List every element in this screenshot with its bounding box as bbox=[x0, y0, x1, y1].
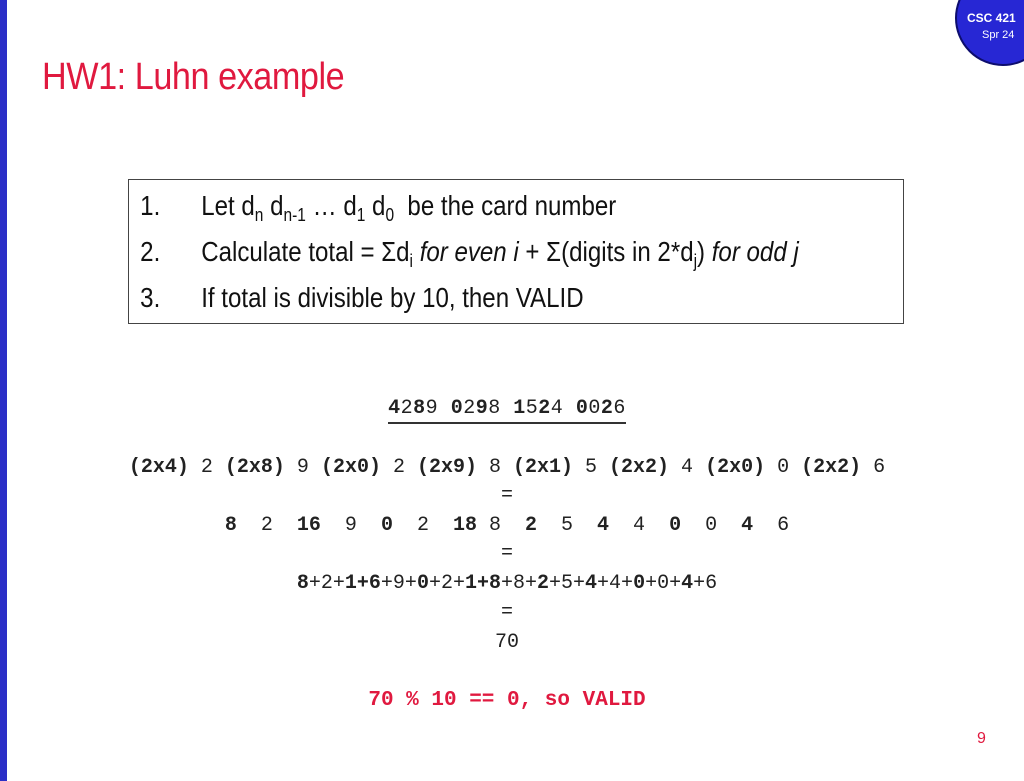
card-digit: 8 bbox=[488, 397, 514, 420]
doubling-term: (2x2) bbox=[609, 456, 670, 479]
doubling-term: 2 bbox=[380, 456, 417, 479]
doubling-term: (2x4) bbox=[128, 456, 189, 479]
product-term: 2 bbox=[392, 514, 453, 537]
step-text: Calculate total = $\Sigma d_i$ for even i + Σ(digits in $2*d_j$) for odd j bbox=[201, 236, 799, 271]
total-value: 70 bbox=[494, 631, 519, 654]
validity-conclusion: 70 % 10 == 0, so VALID bbox=[368, 689, 646, 712]
doubling-term: (2x2) bbox=[801, 456, 862, 479]
product-term: 18 bbox=[452, 514, 477, 537]
product-term: 2 bbox=[236, 514, 297, 537]
course-code: CSC 421 bbox=[967, 11, 1016, 25]
card-digit: 9 bbox=[425, 397, 451, 420]
digit-sum-row bbox=[0, 572, 1014, 595]
sum-term: 1+8 bbox=[464, 572, 501, 595]
doubling-term: (2x9) bbox=[416, 456, 477, 479]
sum-term: +4+ bbox=[597, 572, 634, 595]
course-term: Spr 24 bbox=[982, 29, 1015, 41]
doubling-term: 4 bbox=[669, 456, 706, 479]
card-digit: 0 bbox=[588, 397, 601, 420]
page-number: 9 bbox=[977, 730, 986, 747]
products-row bbox=[0, 514, 1014, 537]
card-digit: 0 bbox=[575, 397, 589, 420]
card-digit: 0 bbox=[450, 397, 464, 420]
card-digit: 2 bbox=[463, 397, 476, 420]
sum-term: 4 bbox=[681, 572, 694, 595]
sum-term: +9+ bbox=[380, 572, 417, 595]
doubling-row bbox=[0, 456, 1014, 479]
doubling-term: (2x1) bbox=[513, 456, 574, 479]
card-digit: 4 bbox=[550, 397, 576, 420]
card-digit: 6 bbox=[613, 397, 626, 420]
sum-term: +5+ bbox=[549, 572, 586, 595]
product-term: 4 bbox=[597, 514, 610, 537]
product-term: 6 bbox=[753, 514, 790, 537]
sum-term: +2+ bbox=[428, 572, 465, 595]
product-term: 0 bbox=[380, 514, 393, 537]
doubling-term: (2x0) bbox=[705, 456, 766, 479]
product-term: 16 bbox=[296, 514, 321, 537]
step-text: Let $d_n$ $d_{n-1}$ … $d_1$ $d_0$ be the card number bbox=[201, 190, 617, 225]
doubling-term: 6 bbox=[861, 456, 886, 479]
product-term: 4 bbox=[741, 514, 754, 537]
card-digit: 4 bbox=[388, 397, 401, 420]
doubling-term: 9 bbox=[284, 456, 321, 479]
card-number bbox=[0, 397, 1014, 420]
equals-sign-1: = bbox=[500, 484, 513, 507]
card-digit: 2 bbox=[538, 397, 551, 420]
sum-term: +2+ bbox=[308, 572, 345, 595]
step-number: 1. bbox=[140, 190, 161, 221]
card-number-digits bbox=[388, 397, 626, 424]
sum-term: 2 bbox=[537, 572, 550, 595]
product-term: 0 bbox=[669, 514, 682, 537]
doubling-term: (2x0) bbox=[320, 456, 381, 479]
equals-sign-2: = bbox=[500, 542, 513, 565]
doubling-term: 8 bbox=[476, 456, 513, 479]
product-term: 9 bbox=[320, 514, 381, 537]
doubling-term: 5 bbox=[573, 456, 610, 479]
step-number: 3. bbox=[140, 282, 161, 313]
course-badge bbox=[955, 0, 1024, 66]
card-digit: 9 bbox=[475, 397, 489, 420]
sum-term: 0 bbox=[416, 572, 429, 595]
product-term: 8 bbox=[224, 514, 237, 537]
sum-term: 1+6 bbox=[344, 572, 381, 595]
equals-sign-3: = bbox=[500, 601, 513, 624]
card-digit: 8 bbox=[413, 397, 426, 420]
doubling-term: 2 bbox=[188, 456, 225, 479]
product-term: 5 bbox=[537, 514, 598, 537]
card-digit: 2 bbox=[400, 397, 414, 420]
doubling-term: 0 bbox=[765, 456, 802, 479]
sum-term: 4 bbox=[585, 572, 598, 595]
product-term: 2 bbox=[525, 514, 538, 537]
sum-term: +8+ bbox=[500, 572, 537, 595]
product-term: 4 bbox=[609, 514, 670, 537]
card-digit: 1 bbox=[513, 397, 526, 420]
card-digit: 2 bbox=[600, 397, 614, 420]
sum-term: 8 bbox=[296, 572, 309, 595]
doubling-term: (2x8) bbox=[224, 456, 285, 479]
card-digit: 5 bbox=[525, 397, 539, 420]
left-accent-bar bbox=[0, 0, 7, 781]
sum-term: 0 bbox=[633, 572, 646, 595]
slide-title: HW1: Luhn example bbox=[42, 56, 345, 98]
step-number: 2. bbox=[140, 236, 161, 267]
product-term: 0 bbox=[681, 514, 742, 537]
step-text: If total is divisible by 10, then VALID bbox=[201, 282, 584, 313]
sum-term: +0+ bbox=[645, 572, 682, 595]
algorithm-steps-box bbox=[128, 179, 904, 324]
product-term: 8 bbox=[476, 514, 525, 537]
sum-term: +6 bbox=[693, 572, 718, 595]
